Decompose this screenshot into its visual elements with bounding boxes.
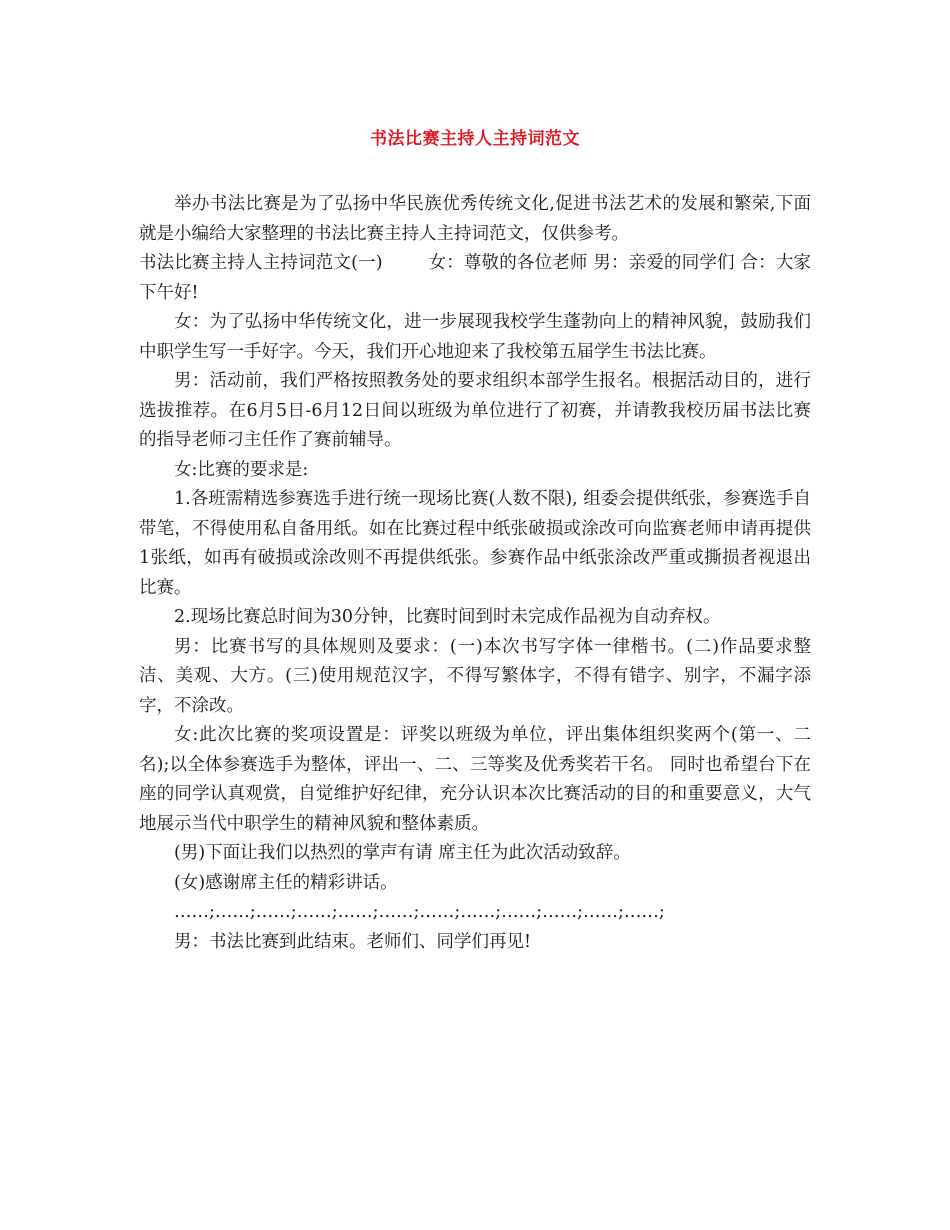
paragraph-female-1: 女：为了弘扬中华传统文化，进一步展现我校学生蓬勃向上的精神风貌，鼓励我们中职学生写一手好字。今天，我们开心地迎来了我校第五届学生书法比赛。 <box>139 312 811 362</box>
paragraph-female-thanks: (女)感谢席主任的精彩讲话。 <box>174 872 398 893</box>
document-title: 书法比赛主持人主持词范文 <box>370 129 580 149</box>
paragraph-ellipsis: ……;……;……;……;……;……;……;……;……;……;……;……; <box>174 902 665 922</box>
paragraph-male-1: 男：活动前，我们严格按照教务处的要求组织本部学生报名。根据活动目的，进行选拔推荐。在6月5日-6月12日间以班级为单位进行了初赛，并请教我校历届书法比赛的指导老师刁主任作了赛前辅导。 <box>139 371 811 450</box>
paragraph-male-invite: (男)下面让我们以热烈的掌声有请 席主任为此次活动致辞。 <box>174 843 631 863</box>
paragraph-female-awards: 女:此次比赛的奖项设置是：评奖以班级为单位，评出集体组织奖两个(第一、二名);以全体参赛选手为整体，评出一、二、三等奖及优秀奖若干名。 同时也希望台下在座的同学认真观赏，自觉维护好纪律，充分认识本次比赛活动的目的和重要意义，大气地展示当代中职学生的精神风貌和整体素质。 <box>139 725 811 834</box>
paragraph-heading-opening: 书法比赛主持人主持词范文(一) 女：尊敬的各位老师 男：亲爱的同学们 合：大家下午好! <box>139 253 811 303</box>
paragraph-male-rules: 男：比赛书写的具体规则及要求：(一)本次书写字体一律楷书。(二)作品要求整洁、美观、大方。(三)使用规范汉字，不得写繁体字，不得有错字、别字，不漏字添字，不涂改。 <box>139 636 811 716</box>
paragraph-closing: 男：书法比赛到此结束。老师们、同学们再见! <box>174 931 532 952</box>
paragraph-intro: 举办书法比赛是为了弘扬中华民族优秀传统文化,促进书法艺术的发展和繁荣,下面就是小编给大家整理的书法比赛主持人主持词范文，仅供参考。 <box>139 194 811 244</box>
paragraph-rule-1: 1.各班需精选参赛选手进行统一现场比赛(人数不限), 组委会提供纸张，参赛选手自带笔，不得使用私自备用纸。如在比赛过程中纸张破损或涂改可向监赛老师申请再提供1张纸，如再有破损或涂改则不再提供纸张。参赛作品中纸张涂改严重或撕损者视退出比赛。 <box>139 489 811 598</box>
paragraph-rule-2: 2.现场比赛总时间为30分钟，比赛时间到时未完成作品视为自动弃权。 <box>174 607 721 627</box>
document-body <box>139 190 811 957</box>
paragraph-requirements-heading: 女:比赛的要求是: <box>174 459 309 480</box>
